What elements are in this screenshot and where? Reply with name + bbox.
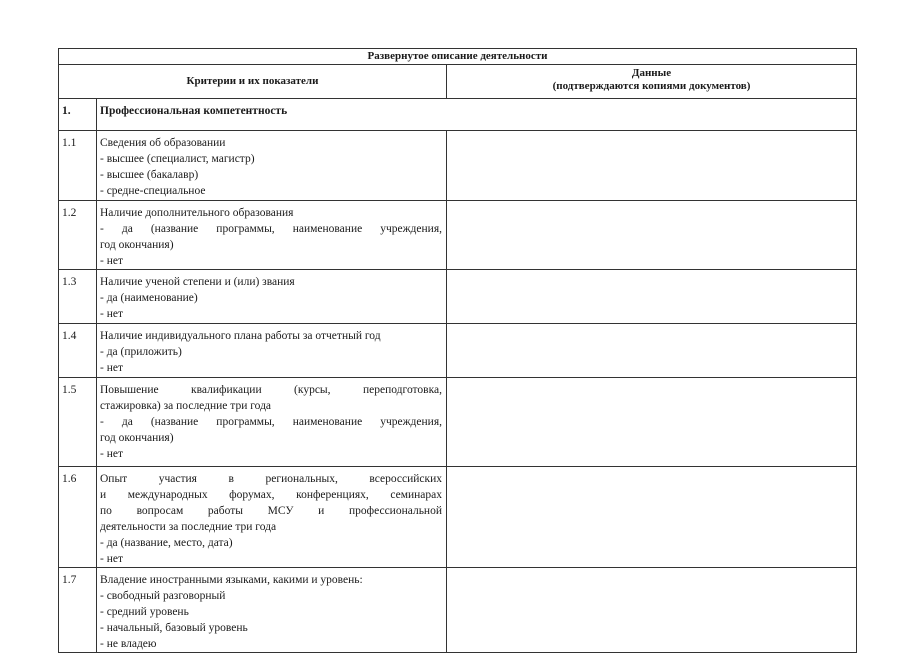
table-row [59,131,857,201]
data-header-line-1: Данные [631,67,672,79]
criteria-line: и международных форумах, конференциях, семинарах [100,489,442,501]
data-cell [447,467,857,568]
criteria-cell [97,201,447,270]
row-number: 1.2 [59,201,97,270]
table-title: Развернутое описание деятельности [59,49,857,65]
section-number: 1. [59,99,97,131]
row-number: 1.6 [59,467,97,568]
criteria-line: Владение иностранными языками, какими и уровень: [100,574,363,586]
criteria-line: - средний уровень [100,606,189,618]
table-header-row [59,65,857,99]
criteria-line: год окончания) [100,432,174,444]
activity-description-table [58,48,857,653]
criteria-cell [97,467,447,568]
criteria-line: - нет [100,255,123,267]
data-cell [447,270,857,324]
criteria-line: - не владею [100,638,157,650]
data-cell [447,324,857,378]
table-row [59,467,857,568]
data-column-header [447,65,857,99]
criteria-line: - высшее (бакалавр) [100,169,199,181]
criteria-line: - нет [100,362,123,374]
row-number: 1.3 [59,270,97,324]
criteria-line: по вопросам работы МСУ и профессиональной [100,505,442,517]
criteria-line: Повышение квалификации (курсы, переподготовка, [100,384,442,396]
criteria-line: - свободный разговорный [100,590,226,602]
data-header-line-2: (подтверждаются копиями документов) [552,80,751,92]
criteria-line: Сведения об образовании [100,137,226,149]
criteria-line: год окончания) [100,239,174,251]
criteria-line: - начальный, базовый уровень [100,622,248,634]
criteria-line: - да (наименование) [100,292,198,304]
criteria-line: - да (название, место, дата) [100,537,233,549]
row-number: 1.5 [59,378,97,467]
criteria-line: - да (название программы, наименование учреждения, [100,223,442,235]
criteria-line: Опыт участия в региональных, всероссийских [100,473,442,485]
table-title-row [59,49,857,65]
criteria-line: - нет [100,308,123,320]
section-row [59,99,857,131]
table-row [59,378,857,467]
criteria-line: - да (название программы, наименование учреждения, [100,416,442,428]
row-number: 1.7 [59,568,97,653]
criteria-line: деятельности за последние три года [100,521,277,533]
criteria-line: Наличие индивидуального плана работы за отчетный год [100,330,381,342]
criteria-cell [97,131,447,201]
table-row [59,201,857,270]
criteria-line: Наличие дополнительного образования [100,207,294,219]
table-row [59,270,857,324]
criteria-line: - нет [100,553,123,565]
criteria-line: - высшее (специалист, магистр) [100,153,255,165]
data-cell [447,201,857,270]
criteria-line: - средне-специальное [100,185,206,197]
data-cell [447,378,857,467]
criteria-cell [97,324,447,378]
criteria-line: - да (приложить) [100,346,182,358]
criteria-column-header: Критерии и их показатели [59,65,447,99]
criteria-cell [97,270,447,324]
row-number: 1.4 [59,324,97,378]
criteria-line: стажировка) за последние три года [100,400,272,412]
criteria-line: Наличие ученой степени и (или) звания [100,276,295,288]
criteria-line: - нет [100,448,123,460]
criteria-cell [97,378,447,467]
row-number: 1.1 [59,131,97,201]
table-row [59,324,857,378]
data-cell [447,131,857,201]
section-title: Профессиональная компетентность [97,99,857,131]
